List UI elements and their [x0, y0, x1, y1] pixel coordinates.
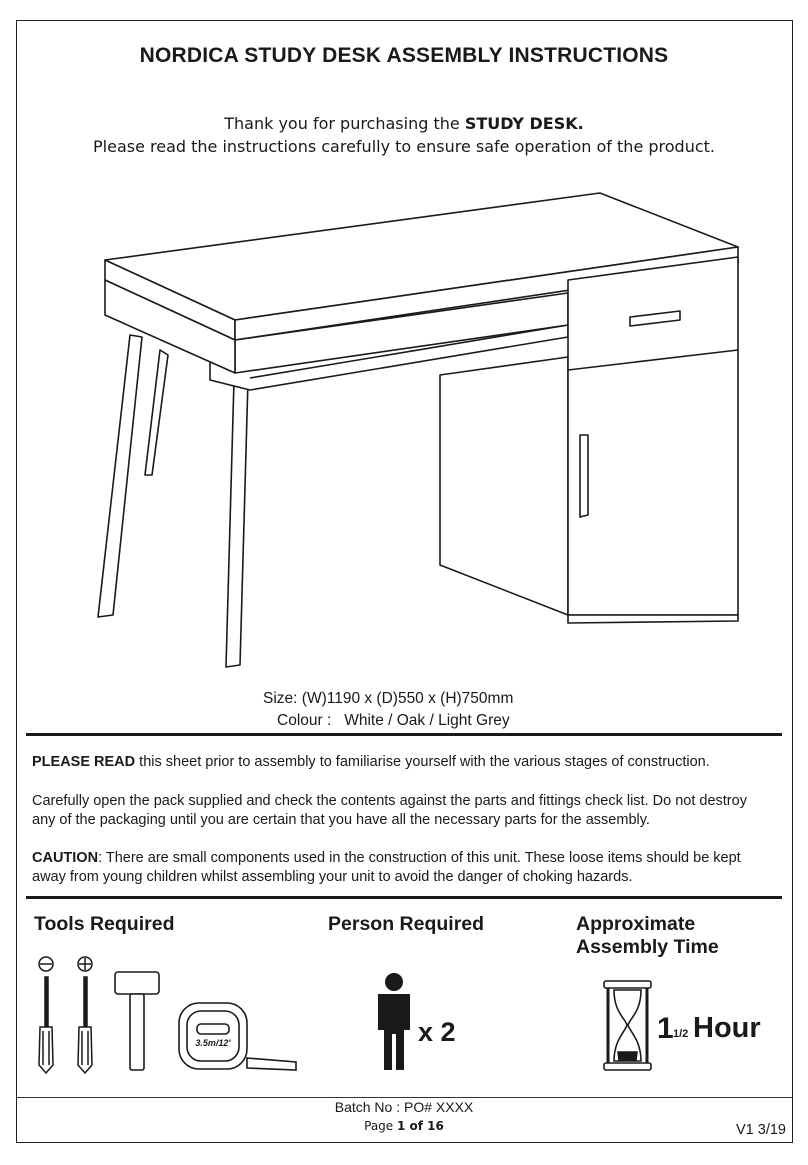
size-spec — [263, 690, 513, 708]
footer-divider — [17, 1097, 792, 1098]
phillips-screwdriver-icon — [73, 955, 99, 1075]
flat-screwdriver-icon — [34, 955, 60, 1075]
intro-line-2: Please read the instructions carefully to ensure safe operation of the product. — [93, 137, 715, 156]
tools-heading: Tools Required — [34, 913, 175, 935]
version-date: V1 3/19 — [736, 1122, 786, 1138]
desk-leg-front-right — [226, 380, 248, 667]
batch-number: Batch No : PO# XXXX — [334, 1099, 474, 1115]
tape-measure-icon — [176, 1000, 301, 1075]
colour-spec — [277, 712, 510, 730]
hourglass-icon — [600, 978, 655, 1073]
desk-illustration — [90, 185, 750, 675]
size-value: (W)1190 x (D)550 x (H)750mm — [301, 690, 514, 707]
page-prefix: Page — [364, 1119, 397, 1133]
assembly-time-whole: 1 — [657, 1012, 674, 1045]
intro-product-name: STUDY DESK. — [464, 114, 584, 133]
cabinet-front — [568, 257, 738, 615]
size-label: Size: — [263, 690, 298, 707]
person-heading: Person Required — [328, 913, 485, 935]
caution-label: CAUTION — [32, 850, 99, 866]
please-read-text: this sheet prior to assembly to familiarise yourself with the various stages of construction. — [135, 754, 710, 770]
divider — [26, 896, 782, 899]
divider — [26, 733, 782, 736]
colour-label: Colour : — [277, 712, 332, 729]
desk-leg-front-left — [98, 335, 142, 617]
tape-label: 3.5m/12' — [195, 1038, 231, 1048]
person-count: x 2 — [418, 1017, 456, 1047]
page-count: 1 of 16 — [397, 1119, 444, 1133]
assembly-time-unit: Hour — [693, 1012, 761, 1044]
person-icon — [374, 972, 414, 1072]
colour-value: White / Oak / Light Grey — [344, 712, 510, 729]
intro-line-1 — [0, 114, 808, 133]
caution-note — [32, 849, 772, 887]
door-handle — [580, 435, 588, 517]
page-number — [0, 1119, 808, 1133]
page-title: NORDICA STUDY DESK ASSEMBLY INSTRUCTIONS — [139, 44, 669, 67]
assembly-time-fraction: 1/2 — [673, 1028, 689, 1040]
caution-text: : There are small components used in the construction of this unit. These loose items should be kept away from young children whilst assembling your unit to avoid the danger of choking hazards. — [32, 850, 741, 885]
time-heading-line-1: Approximate — [576, 913, 696, 935]
cabinet-side — [440, 357, 568, 615]
time-heading-line-2: Assembly Time — [576, 936, 719, 958]
hammer-icon — [112, 968, 162, 1073]
desk-leg-rear — [145, 350, 168, 475]
time-heading — [576, 913, 719, 959]
check-contents-note: Carefully open the pack supplied and check the contents against the parts and fittings check list. Do not destroy any of the packaging until you are certain that you have all the necessary parts for the assembly. — [32, 793, 747, 828]
please-read-note — [32, 753, 772, 772]
intro-text: Thank you for purchasing the — [224, 114, 465, 133]
please-read-label: PLEASE READ — [32, 754, 136, 770]
